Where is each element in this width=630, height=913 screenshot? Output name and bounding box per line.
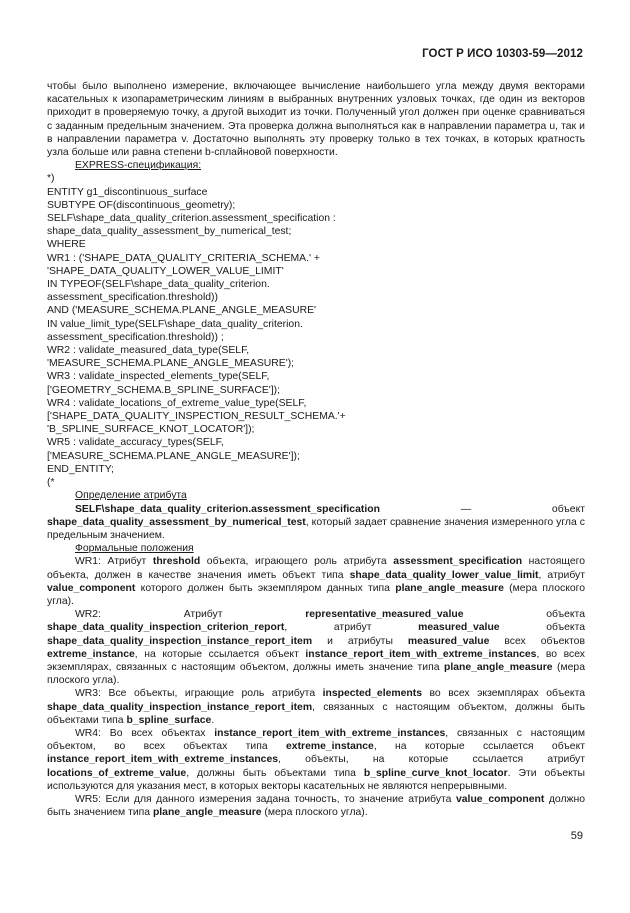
- formal-propositions-heading: [47, 542, 585, 555]
- wr3-term: inspected_elements: [322, 688, 422, 700]
- wr2-text: , на которые ссылается объект: [134, 648, 306, 660]
- wr1-term: assessment_specification: [393, 556, 523, 568]
- wr4-text: , объекты, на которые ссылается атрибут: [278, 754, 585, 766]
- code-line: WR2 : validate_measured_data_type(SELF,: [47, 345, 250, 357]
- code-line: assessment_specification.threshold)): [47, 292, 218, 304]
- code-line: SELF\shape_data_quality_criterion.assessment_specification :: [47, 213, 336, 225]
- code-line: 'B_SPLINE_SURFACE_KNOT_LOCATOR']);: [47, 424, 255, 436]
- wr2-term: shape_data_quality_inspection_instance_report_item: [47, 635, 313, 647]
- wr2-text: объекта: [463, 609, 585, 621]
- wr2-term: representative_measured_value: [305, 609, 464, 621]
- wr5-term: plane_angle_measure: [152, 807, 262, 819]
- wr4-term: b_spline_curve_knot_locator: [363, 767, 508, 779]
- wr2-text: WR2: Атрибут: [75, 609, 306, 621]
- wr5-text: WR5: Если для данного измерения задана точность, то значение атрибута: [75, 793, 456, 805]
- attribute-definition-label: Определение атрибута: [75, 490, 187, 502]
- code-line: ['GEOMETRY_SCHEMA.B_SPLINE_SURFACE']);: [47, 384, 281, 396]
- express-code-block: [47, 172, 585, 489]
- wr2-text: , атрибут: [284, 622, 419, 634]
- code-line: (*: [47, 477, 55, 489]
- wr2-text: и атрибуты: [312, 635, 408, 647]
- attribute-tail: , который задает сравнение значения измеренного угла с предельным значением.: [47, 516, 585, 541]
- attribute-definition-heading: [47, 489, 585, 502]
- wr1-term: plane_angle_measure: [395, 582, 504, 594]
- wr2-term: instance_report_item_with_extreme_instances: [305, 648, 537, 660]
- code-line: assessment_specification.threshold)) ;: [47, 331, 224, 343]
- attribute-definition-paragraph: [47, 503, 585, 543]
- code-line: IN value_limit_type(SELF\shape_data_quality_criterion.: [47, 318, 303, 330]
- express-heading: [47, 159, 585, 172]
- wr4-term: extreme_instance: [286, 741, 374, 753]
- code-line: 'MEASURE_SCHEMA.PLANE_ANGLE_MEASURE');: [47, 358, 295, 370]
- wr5-text: (мера плоского угла).: [261, 807, 368, 819]
- intro-paragraph: чтобы было выполнено измерение, включающее вычисление наибольшего угла между двумя векторами касательных к изопараметрическим линиям в выбранных внутренних узловых точках, где один из векторов приходит в проверяемую точку, а другой выходит из точки. Полученный угол должен при оценке сравниваться с заданным предельным значением. Эта проверка должна выполняться как в направлении параметра u, так и в направлении параметра v. Достаточно выполнять эту проверку только в тех точках, в которых кратность узла больше или равна степени b-сплайновой поверхности.: [47, 81, 585, 159]
- code-line: ['MEASURE_SCHEMA.PLANE_ANGLE_MEASURE']);: [47, 450, 300, 462]
- wr2-text: (мера плоского угла).: [47, 661, 585, 687]
- wr5-text: должно быть значением типа: [47, 793, 586, 819]
- wr4-text: WR4: Во всех объектах: [75, 727, 215, 739]
- wr2-paragraph: [47, 608, 585, 687]
- wr1-text: , атрибут: [538, 569, 586, 581]
- wr4-text: , связанных с настоящим объектом, во всех объектах типа: [47, 727, 585, 753]
- document-body: [47, 80, 585, 819]
- document-header: ГОСТ Р ИСО 10303-59—2012: [422, 48, 583, 60]
- wr3-text: во всех экземплярах объекта: [421, 688, 585, 700]
- express-heading-label: EXPRESS-спецификация:: [75, 160, 202, 172]
- wr4-term: locations_of_extreme_value: [47, 767, 187, 779]
- wr3-text: .: [211, 714, 215, 726]
- code-line: WR4 : validate_locations_of_extreme_value_type(SELF,: [47, 397, 307, 409]
- attribute-dash: — объект: [379, 503, 585, 515]
- code-line: END_ENTITY;: [47, 463, 114, 475]
- wr1-text: настоящего объекта, должен в качестве значения иметь объект типа: [47, 556, 585, 581]
- wr4-term: instance_report_item_with_extreme_instances: [214, 727, 446, 739]
- wr4-text: . Эти объекты используются для указания мест, в которых векторы касательных не являются непрерывными.: [47, 767, 585, 792]
- wr1-text: которого должен быть экземпляром данных типа: [135, 582, 396, 594]
- code-line: 'SHAPE_DATA_QUALITY_LOWER_VALUE_LIMIT': [47, 265, 284, 277]
- code-line: ['SHAPE_DATA_QUALITY_INSPECTION_RESULT_SCHEMA.'+: [47, 411, 346, 423]
- code-line: IN TYPEOF(SELF\shape_data_quality_criterion.: [47, 279, 270, 291]
- attribute-type-name: shape_data_quality_assessment_by_numerical_test: [47, 516, 306, 528]
- wr3-paragraph: [47, 687, 585, 727]
- wr2-term: measured_value: [407, 635, 490, 647]
- wr3-term: shape_data_quality_inspection_instance_report_item: [47, 701, 313, 713]
- wr4-paragraph: [47, 727, 585, 793]
- wr3-term: b_spline_surface: [126, 714, 212, 726]
- wr4-term: instance_report_item_with_extreme_instances: [47, 754, 279, 766]
- wr3-text: WR3: Все объекты, играющие роль атрибута: [75, 688, 323, 700]
- wr2-term: measured_value: [418, 622, 500, 634]
- wr2-text: , во всех экземплярах, связанных с настоящим объектом, должны иметь значение типа: [47, 648, 585, 673]
- code-line: *): [47, 173, 55, 185]
- attribute-term: SELF\shape_data_quality_criterion.assessment_specification: [75, 503, 380, 515]
- wr4-text: , на которые ссылается объект: [373, 741, 585, 753]
- wr1-term: threshold: [152, 556, 201, 568]
- wr1-text: WR1: Атрибут: [75, 556, 153, 568]
- wr2-text: всех объектов: [489, 635, 585, 647]
- formal-propositions-label: Формальные положения: [75, 543, 194, 555]
- page-number: 59: [570, 830, 583, 842]
- code-line: WR3 : validate_inspected_elements_type(SELF,: [47, 371, 270, 383]
- code-line: ENTITY g1_discontinuous_surface: [47, 186, 208, 198]
- wr5-term: value_component: [456, 793, 545, 805]
- wr4-text: , должны быть объектами типа: [186, 767, 364, 779]
- wr2-term: plane_angle_measure: [443, 661, 553, 673]
- wr1-text: (мера плоского угла).: [47, 582, 585, 607]
- wr2-text: объекта: [499, 622, 585, 634]
- code-line: WHERE: [47, 239, 86, 251]
- wr5-paragraph: [47, 793, 585, 819]
- wr2-term: shape_data_quality_inspection_criterion_report: [47, 622, 285, 634]
- wr3-text: , связанных с настоящим объектом, должны быть объектами типа: [47, 701, 585, 726]
- code-line: SUBTYPE OF(discontinuous_geometry);: [47, 199, 236, 211]
- wr2-term: extreme_instance: [47, 648, 135, 660]
- wr1-text: объекта, играющего роль атрибута: [200, 556, 394, 568]
- code-line: WR5 : validate_accuracy_types(SELF,: [47, 437, 224, 449]
- wr1-term: value_component: [47, 582, 136, 594]
- wr1-term: shape_data_quality_lower_value_limit: [349, 569, 539, 581]
- code-line: WR1 : ('SHAPE_DATA_QUALITY_CRITERIA_SCHEMA.' +: [47, 252, 320, 264]
- code-line: AND ('MEASURE_SCHEMA.PLANE_ANGLE_MEASURE': [47, 305, 316, 317]
- code-line: shape_data_quality_assessment_by_numerical_test;: [47, 226, 292, 238]
- wr1-paragraph: [47, 555, 585, 608]
